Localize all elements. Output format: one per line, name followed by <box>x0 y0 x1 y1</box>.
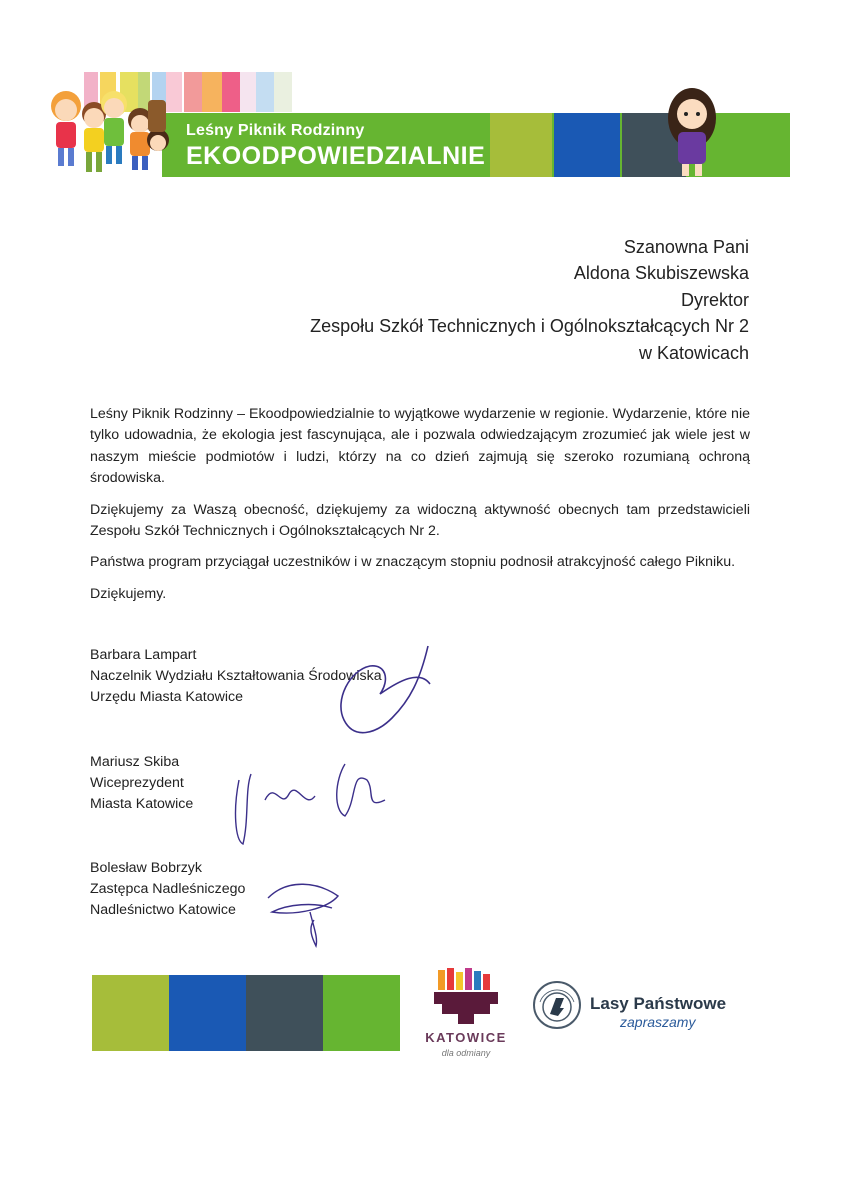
girl-illustration <box>662 86 722 180</box>
signatory-block <box>90 858 245 921</box>
banner-blue-block <box>554 113 620 177</box>
address-line: Zespołu Szkół Technicznych i Ogólnokształcących Nr 2 <box>310 316 749 337</box>
signatory-org: Nadleśnictwo Katowice <box>90 902 236 918</box>
banner-subtitle: Leśny Piknik Rodzinny <box>186 122 365 139</box>
signature-skiba <box>225 740 405 850</box>
signatory-name: Mariusz Skiba <box>90 754 180 770</box>
signatory-title: Wiceprezydent <box>90 775 184 791</box>
katowice-logo <box>414 968 518 1064</box>
letter-body <box>90 404 750 615</box>
body-paragraph: Państwa program przyciągał uczestników i w znaczącym stopniu podnosił atrakcyjność całego Pikniku. <box>90 554 736 571</box>
lasy-panstwowe-logo <box>532 980 744 1040</box>
katowice-name: KATOWICE <box>425 1030 507 1045</box>
children-illustration <box>44 80 184 180</box>
signatory-title: Zastępca Nadleśniczego <box>90 881 246 897</box>
body-paragraph: Dziękujemy za Waszą obecność, dziękujemy za widoczną aktywność obecnych tam przedstawicieli Zespołu Szkół Technicznych i Ogólnokształcących Nr 2. <box>90 501 750 540</box>
signatory-name: Bolesław Bobrzyk <box>90 860 202 876</box>
address-line: Aldona Skubiszewska <box>573 263 749 284</box>
katowice-emblem-icon <box>414 968 518 1028</box>
recipient-address <box>310 234 749 366</box>
lasy-tagline: zapraszamy <box>620 1014 696 1030</box>
address-line: w Katowicach <box>638 342 749 363</box>
lasy-seal-icon <box>532 980 582 1030</box>
signatory-org: Miasta Katowice <box>90 796 194 812</box>
header-banner <box>44 72 748 180</box>
banner-lime-block <box>490 113 552 177</box>
signatory-title: Naczelnik Wydziału Kształtowania Środowiska <box>90 668 382 684</box>
signatory-name: Barbara Lampart <box>90 647 197 663</box>
footer-color-blocks <box>92 975 400 1051</box>
katowice-tagline: dla odmiany <box>441 1048 491 1058</box>
signatory-org: Urzędu Miasta Katowice <box>90 689 243 705</box>
signature-bobrzyk <box>258 868 354 952</box>
signatory-block <box>90 752 193 815</box>
banner-title: EKOODPOWIEDZIALNIE <box>186 142 486 170</box>
address-line: Dyrektor <box>680 289 749 310</box>
address-line: Szanowna Pani <box>623 237 749 257</box>
body-paragraph: Leśny Piknik Rodzinny – Ekoodpowiedzialnie to wyjątkowe wydarzenie w regionie. Wydarzenie, które nie tylko udowadnia, że ekologia jest fascynująca, ale i pozwala odwiedzającym zrozumieć jak wiele jest w naszym mieście podmiotów i ludzi, którzy na co dzień zajmują się szeroko rozumianą ochroną środowiska. <box>90 406 750 487</box>
body-paragraph: Dziękujemy. <box>90 585 167 602</box>
lasy-name: Lasy Państwowe <box>590 994 727 1013</box>
